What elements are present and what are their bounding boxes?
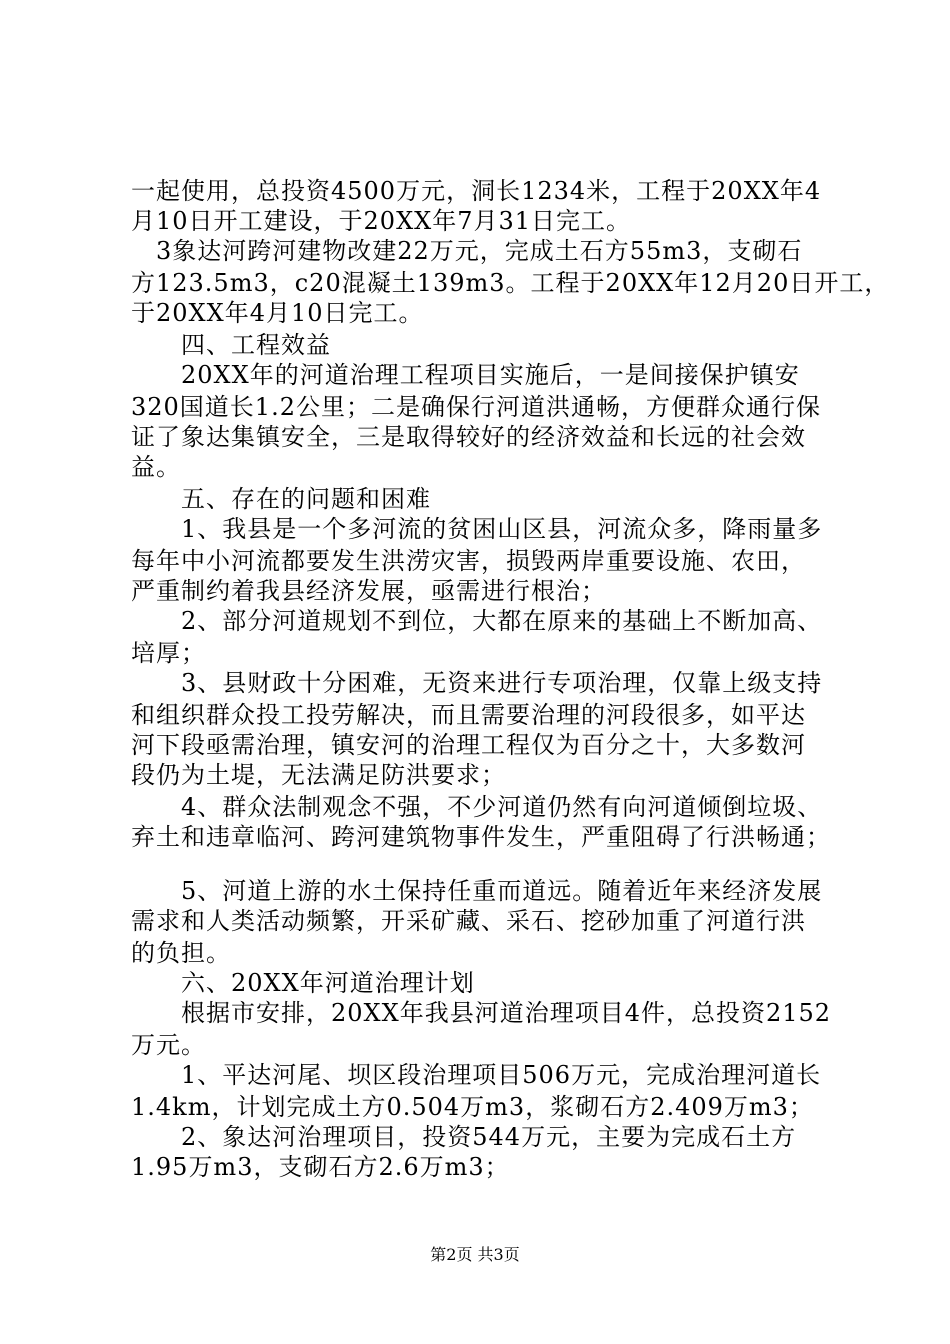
text-line: 一起使用，总投资4500万元，洞长1234米，工程于20XX年4 [131, 177, 822, 205]
text-line: 的负担。 [131, 939, 231, 967]
text-line: 2、部分河道规划不到位，大都在原来的基础上不断加高、 [131, 607, 823, 635]
text-line: 培厚； [131, 639, 206, 667]
text-line: 1、我县是一个多河流的贫困山区县，河流众多，降雨量多 [131, 515, 823, 543]
text-line: 严重制约着我县经济发展，亟需进行根治； [131, 577, 606, 605]
text-line: 河下段亟需治理，镇安河的治理工程仅为百分之十，大多数河 [131, 731, 806, 759]
text-line: 于20XX年4月10日完工。 [131, 299, 424, 327]
text-line: 1.4km，计划完成土方0.504万m3，浆砌石方2.409万m3； [131, 1093, 814, 1121]
text-line: 万元。 [131, 1031, 206, 1059]
text-line: 需求和人类活动频繁，开采矿藏、采石、挖砂加重了河道行洪 [131, 907, 806, 935]
text-line: 弃土和违章临河、跨河建筑物事件发生，严重阻碍了行洪畅通； [131, 823, 831, 851]
text-line: 证了象达集镇安全，三是取得较好的经济效益和长远的社会效 [131, 423, 806, 451]
text-line: 4、群众法制观念不强，不少河道仍然有向河道倾倒垃圾、 [131, 793, 823, 821]
text-line: 方123.5m3，c20混凝土139m3。工程于20XX年12月20日开工， [131, 269, 890, 297]
text-line: 1.95万m3，支砌石方2.6万m3； [131, 1153, 510, 1181]
text-line: 20XX年的河道治理工程项目实施后，一是间接保护镇安 [131, 361, 800, 389]
text-line: 和组织群众投工投劳解决，而且需要治理的河段很多，如平达 [131, 701, 806, 729]
text-line: 1、平达河尾、坝区段治理项目506万元，完成治理河道长 [131, 1061, 822, 1089]
text-line: 3象达河跨河建物改建22万元，完成土石方55m3，支砌石 [131, 237, 803, 265]
text-line: 根据市安排，20XX年我县河道治理项目4件，总投资2152 [131, 999, 832, 1027]
text-line: 月10日开工建设，于20XX年7月31日完工。 [131, 207, 632, 235]
page-footer: 第2页 共3页 [430, 1245, 520, 1264]
text-line: 益。 [131, 453, 181, 481]
section-heading: 四、工程效益 [131, 331, 331, 359]
text-line: 段仍为土堤，无法满足防洪要求； [131, 761, 506, 789]
text-line: 5、河道上游的水土保持任重而道远。随着近年来经济发展 [131, 877, 823, 905]
section-heading: 六、20XX年河道治理计划 [131, 969, 475, 997]
text-line: 3、县财政十分困难，无资来进行专项治理，仅靠上级支持 [131, 669, 823, 697]
text-line: 320国道长1.2公里；二是确保行河道洪通畅，方便群众通行保 [131, 393, 821, 421]
text-line: 2、象达河治理项目，投资544万元，主要为完成石土方 [131, 1123, 797, 1151]
section-heading: 五、存在的问题和困难 [131, 485, 431, 513]
text-line: 每年中小河流都要发生洪涝灾害，损毁两岸重要设施、农田， [131, 547, 806, 575]
